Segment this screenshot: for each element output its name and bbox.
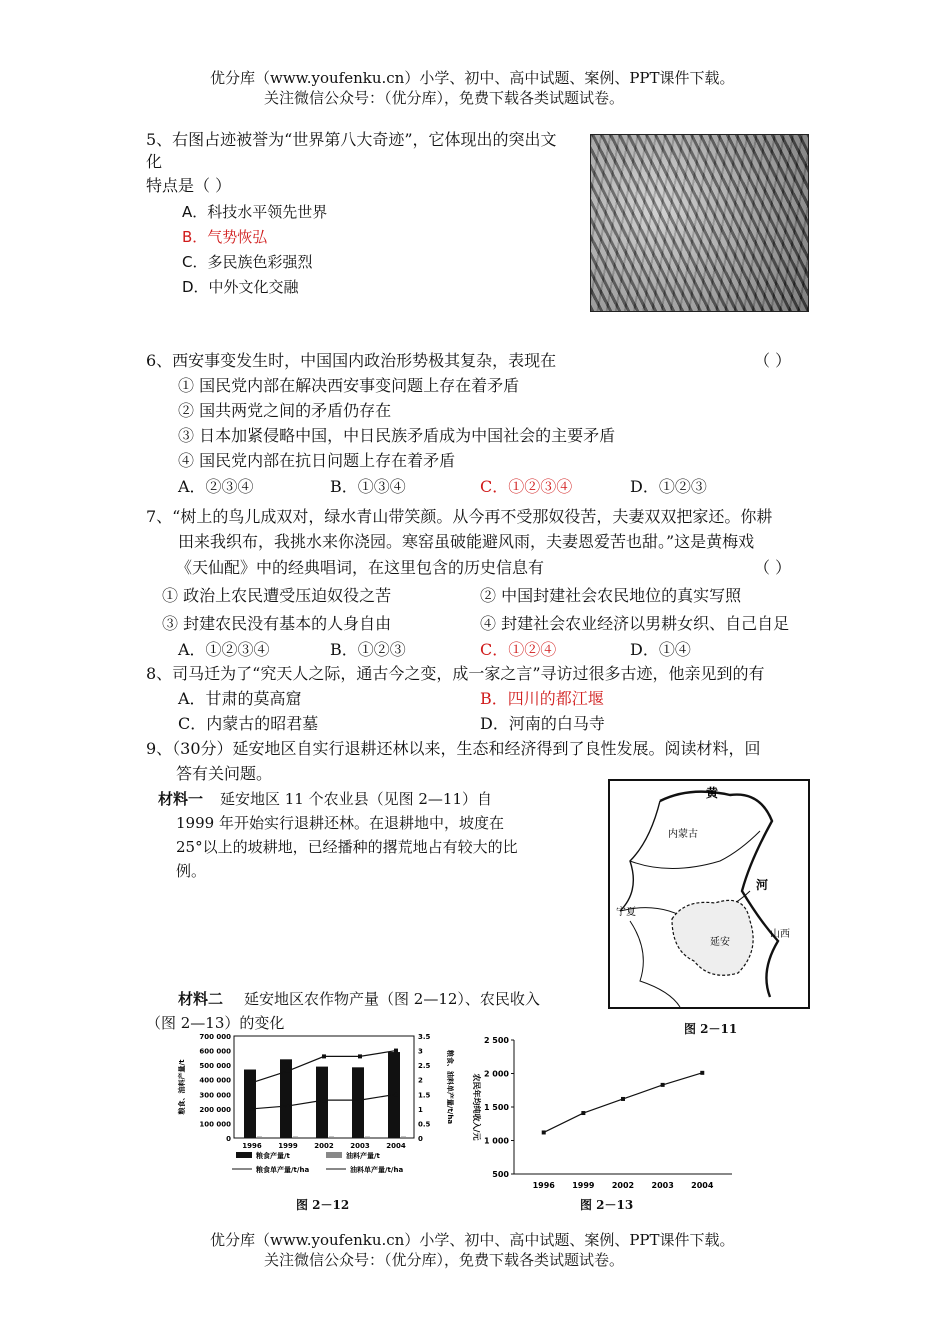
yanan-region-map: [608, 779, 810, 1009]
y-left-tick-label: 600 000: [199, 1047, 231, 1056]
q7-statement-2: ② 中国封建社会农民地位的真实写照: [480, 586, 742, 605]
q5-option-c: C．多民族色彩强烈: [182, 253, 313, 271]
q7-option-d: D．①④: [630, 640, 691, 659]
legend-swatch-oil: [326, 1152, 342, 1158]
y-left-tick-label: 400 000: [199, 1076, 231, 1085]
q9-line-2: 答有关问题。: [176, 764, 273, 783]
material-2-label: 材料二: [178, 990, 224, 1008]
y-tick-label: 1 000: [483, 1136, 509, 1146]
map-label-neimenggu: 内蒙古: [668, 829, 698, 840]
q7-statement-3: ③ 封建农民没有基本的人身自由: [162, 614, 392, 633]
point-farmer-income: [621, 1097, 625, 1101]
point-farmer-income: [542, 1130, 546, 1134]
q9-line-1: 9、（30分）延安地区自实行退耕还林以来，生态和经济得到了良性发展。阅读材料，回: [146, 739, 761, 758]
y-left-tick-label: 700 000: [199, 1033, 231, 1041]
y-right-tick-label: 3: [418, 1047, 423, 1056]
terracotta-army-photo: [590, 134, 809, 312]
q6-option-d: D．①②③: [630, 477, 707, 496]
material-2-line-2: （图 2—13）的变化: [146, 1014, 285, 1032]
y-right-tick-label: 2.5: [418, 1062, 431, 1071]
bar-grain-production: [316, 1067, 328, 1138]
legend-label-grain: 粮食产量/t: [256, 1152, 290, 1160]
crop-production-chart: [176, 1030, 456, 1180]
footer-line-1: 优分库（www.youfenku.cn）小学、初中、高中试题、案例、PPT课件下载。: [210, 1231, 735, 1249]
y-tick-label: 1 500: [483, 1103, 509, 1112]
y-left-tick-label: 500 000: [199, 1062, 231, 1071]
material-1-label: 材料一: [158, 790, 204, 808]
q6-statement-3: ③ 日本加紧侵略中国，中日民族矛盾成为中国社会的主要矛盾: [178, 426, 616, 445]
map-label-yanan: 延安: [710, 937, 730, 948]
y-right-tick-label: 1: [418, 1105, 423, 1114]
x-tick-label: 2004: [386, 1142, 406, 1150]
y-left-tick-label: 100 000: [199, 1120, 231, 1129]
map-drawing: [610, 781, 808, 1007]
q7-line-3: 《天仙配》中的经典唱词，在这里包含的历史信息有: [176, 558, 545, 577]
bar-grain-production: [244, 1070, 256, 1138]
x-tick-label: 1996: [242, 1142, 262, 1150]
y-right-tick-label: 1.5: [418, 1091, 431, 1100]
y-right-tick-label: 0: [418, 1135, 423, 1143]
point-farmer-income: [661, 1083, 665, 1087]
material-2-line-1: 延安地区农作物产量（图 2—12）、农民收入: [244, 990, 540, 1008]
bar-oil-production: [365, 1137, 370, 1138]
point-oil-yield: [250, 1081, 254, 1085]
q8-option-a: A．甘肃的莫高窟: [178, 689, 302, 708]
bar-oil-production: [257, 1137, 262, 1138]
bar-oil-production: [401, 1137, 406, 1138]
y-right-tick-label: 0.5: [418, 1120, 431, 1129]
legend-label-oil: 油料产量/t: [346, 1152, 380, 1160]
y-left-axis-label: 粮食、油料产量/t: [178, 1059, 186, 1115]
q5-option-d: D．中外文化交融: [182, 278, 299, 296]
q8-option-c: C．内蒙古的昭君墓: [178, 714, 319, 733]
q7-option-b: B．①②③: [330, 640, 406, 659]
q7-line-2: 田来我织布，我挑水来你浇园。寒窑虽破能避风雨，夫妻恩爱苦也甜。”这是黄梅戏: [178, 532, 755, 551]
q5-stem-line-2: 化: [146, 152, 163, 171]
farmer-income-chart: [464, 1030, 740, 1194]
point-oil-yield: [358, 1054, 362, 1058]
line-farmer-income: [544, 1073, 703, 1133]
figure-2-11-caption: 图 2－11: [684, 1022, 738, 1036]
q7-statement-4: ④ 封建社会农业经济以男耕女织、自己自足: [480, 614, 790, 633]
point-farmer-income: [581, 1111, 585, 1115]
y-tick-label: 2 000: [483, 1069, 509, 1079]
figure-2-12-caption: 图 2－12: [296, 1198, 350, 1212]
x-tick-label: 2002: [611, 1181, 635, 1190]
y-right-tick-label: 3.5: [418, 1033, 431, 1041]
map-label-huang: 黄: [706, 786, 719, 800]
q7-statement-1: ① 政治上农民遭受压迫奴役之苦: [162, 586, 392, 605]
q6-option-b: B．①③④: [330, 477, 406, 496]
bar-oil-production: [329, 1137, 334, 1138]
y-left-tick-label: 300 000: [199, 1091, 231, 1100]
y-tick-label: 2 500: [483, 1036, 509, 1045]
q7-option-c: C．①②④: [480, 640, 557, 659]
q5-stem-line-1: 5、右图占迹被誉为“世界第八大奇迹”，它体现出的突出文: [146, 130, 557, 149]
point-oil-yield: [286, 1069, 290, 1073]
q6-stem: 6、西安事变发生时，中国国内政治形势极其复杂，表现在: [146, 351, 557, 370]
y-tick-label: 500: [492, 1170, 509, 1179]
point-farmer-income: [700, 1071, 704, 1075]
header-line-2: 关注微信公众号：（优分库），免费下载各类试题试卷。: [264, 89, 625, 107]
figure-2-13-caption: 图 2－13: [580, 1198, 634, 1212]
x-tick-label: 2003: [651, 1181, 674, 1190]
q5-option-a: A．科技水平领先世界: [182, 203, 328, 221]
x-tick-label: 1999: [278, 1142, 298, 1150]
q7-answer-bracket: （ ）: [754, 558, 792, 577]
y-right-tick-label: 2: [418, 1076, 423, 1085]
q6-option-c: C．①②③④: [480, 477, 573, 496]
bar-oil-production: [293, 1137, 298, 1138]
y-left-tick-label: 200 000: [199, 1105, 231, 1114]
q5-stem-line-3: 特点是（ ）: [146, 176, 232, 195]
material-1-line-4: 例。: [176, 862, 207, 880]
q6-answer-bracket: （ ）: [754, 351, 792, 370]
header-line-1: 优分库（www.youfenku.cn）小学、初中、高中试题、案例、PPT课件下载。: [210, 69, 735, 87]
map-label-shanxi: 山西: [770, 929, 790, 940]
q6-statement-2: ② 国共两党之间的矛盾仍存在: [178, 401, 392, 420]
q8-stem: 8、司马迁为了“究天人之际，通古今之变，成一家之言”寻访过很多古迹，他亲见到的有: [146, 664, 765, 683]
y-axis-label: 农民年均纯收入/元: [472, 1073, 481, 1141]
legend-label-oil-yield: 油料单产量/t/ha: [350, 1166, 404, 1174]
q6-statement-4: ④ 国民党内部在抗日问题上存在着矛盾: [178, 451, 456, 470]
y-left-tick-label: 0: [226, 1135, 231, 1143]
q8-option-d: D．河南的白马寺: [480, 714, 605, 733]
map-label-he: 河: [756, 878, 769, 892]
q7-line-1: 7、“树上的鸟儿成双对，绿水青山带笑颜。从今再不受那奴役苦，夫妻双双把家还。你耕: [146, 507, 773, 526]
q6-statement-1: ① 国民党内部在解决西安事变问题上存在着矛盾: [178, 376, 520, 395]
footer-line-2: 关注微信公众号：（优分库），免费下载各类试题试卷。: [264, 1251, 625, 1269]
q7-option-a: A．①②③④: [178, 640, 270, 659]
q8-option-b: B．四川的都江堰: [480, 689, 604, 708]
material-1-line-3: 25°以上的坡耕地，已经播种的撂荒地占有较大的比: [176, 838, 518, 856]
bar-grain-production: [352, 1067, 364, 1138]
x-tick-label: 2004: [691, 1181, 714, 1190]
q6-option-a: A．②③④: [178, 477, 254, 496]
y-right-axis-label: 粮食、油料单产量/t/ha: [446, 1049, 454, 1125]
point-oil-yield: [394, 1049, 398, 1053]
q5-option-b: B．气势恢弘: [182, 228, 268, 246]
material-1-line-2: 1999 年开始实行退耕还林。在退耕地中，坡度在: [176, 814, 504, 832]
material-1-line-1: 延安地区 11 个农业县（见图 2—11）自: [220, 790, 493, 808]
point-oil-yield: [322, 1054, 326, 1058]
map-label-ningxia: 宁夏: [616, 907, 636, 918]
x-tick-label: 1996: [532, 1181, 555, 1190]
legend-swatch-grain: [236, 1152, 252, 1158]
x-tick-label: 2003: [350, 1142, 370, 1150]
legend-label-grain-yield: 粮食单产量/t/ha: [256, 1166, 310, 1174]
x-tick-label: 2002: [314, 1142, 334, 1150]
x-tick-label: 1999: [572, 1181, 595, 1190]
